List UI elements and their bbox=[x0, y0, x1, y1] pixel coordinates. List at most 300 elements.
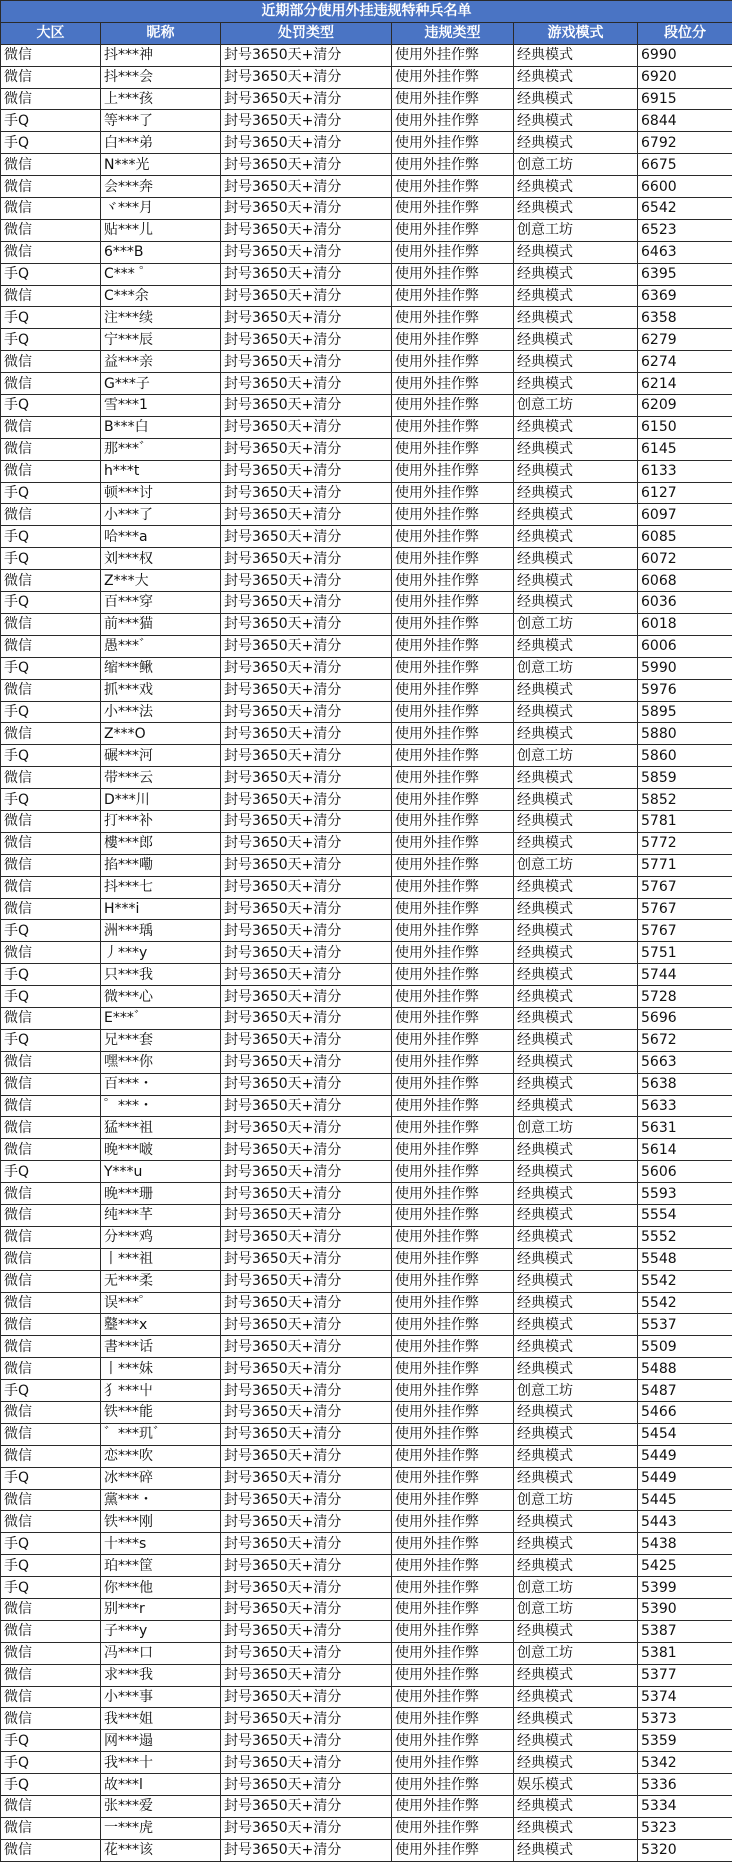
rank-score-cell: 5554 bbox=[638, 1204, 732, 1226]
nickname-cell: 求***我 bbox=[101, 1664, 221, 1686]
penalty-type-cell: 封号3650天+清分 bbox=[221, 613, 392, 635]
game-mode-cell: 经典模式 bbox=[514, 198, 638, 220]
table-row bbox=[1, 1380, 732, 1402]
violation-type-cell: 使用外挂作弊 bbox=[392, 1752, 514, 1774]
violation-type-cell: 使用外挂作弊 bbox=[392, 1577, 514, 1599]
penalty-type-cell: 封号3650天+清分 bbox=[221, 592, 392, 614]
rank-score-cell: 5852 bbox=[638, 789, 732, 811]
violation-type-cell: 使用外挂作弊 bbox=[392, 307, 514, 329]
region-cell: 微信 bbox=[1, 876, 101, 898]
table-row bbox=[1, 504, 732, 526]
violation-type-cell: 使用外挂作弊 bbox=[392, 1817, 514, 1839]
region-cell: 微信 bbox=[1, 635, 101, 657]
penalty-type-cell: 封号3650天+清分 bbox=[221, 1445, 392, 1467]
nickname-cell: 恋***吹 bbox=[101, 1445, 221, 1467]
region-cell: 微信 bbox=[1, 504, 101, 526]
nickname-cell: 百***穿 bbox=[101, 592, 221, 614]
rank-score-cell: 5399 bbox=[638, 1577, 732, 1599]
penalty-type-cell: 封号3650天+清分 bbox=[221, 219, 392, 241]
region-cell: 微信 bbox=[1, 1708, 101, 1730]
table-row bbox=[1, 898, 732, 920]
game-mode-cell: 经典模式 bbox=[514, 1402, 638, 1424]
rank-score-cell: 5990 bbox=[638, 657, 732, 679]
rank-score-cell: 6214 bbox=[638, 373, 732, 395]
nickname-cell: 那***゛ bbox=[101, 438, 221, 460]
region-cell: 手Q bbox=[1, 789, 101, 811]
table-row bbox=[1, 1708, 732, 1730]
game-mode-cell: 经典模式 bbox=[514, 176, 638, 198]
region-cell: 手Q bbox=[1, 329, 101, 351]
nickname-cell: 我***十 bbox=[101, 1752, 221, 1774]
nickname-cell: 前***猫 bbox=[101, 613, 221, 635]
violation-type-cell: 使用外挂作弊 bbox=[392, 789, 514, 811]
rank-score-cell: 5509 bbox=[638, 1336, 732, 1358]
nickname-cell: 丨***妹 bbox=[101, 1358, 221, 1380]
game-mode-cell: 经典模式 bbox=[514, 44, 638, 66]
rank-score-cell: 5633 bbox=[638, 1095, 732, 1117]
rank-score-cell: 5696 bbox=[638, 1007, 732, 1029]
penalty-type-cell: 封号3650天+清分 bbox=[221, 1270, 392, 1292]
penalty-type-cell: 封号3650天+清分 bbox=[221, 1533, 392, 1555]
violation-type-cell: 使用外挂作弊 bbox=[392, 1117, 514, 1139]
penalty-type-cell: 封号3650天+清分 bbox=[221, 66, 392, 88]
table-row bbox=[1, 88, 732, 110]
game-mode-cell: 经典模式 bbox=[514, 1292, 638, 1314]
nickname-cell: 纯***芊 bbox=[101, 1204, 221, 1226]
game-mode-cell: 经典模式 bbox=[514, 1358, 638, 1380]
game-mode-cell: 经典模式 bbox=[514, 416, 638, 438]
violation-type-cell: 使用外挂作弊 bbox=[392, 329, 514, 351]
penalty-type-cell: 封号3650天+清分 bbox=[221, 1577, 392, 1599]
nickname-cell: 我***姐 bbox=[101, 1708, 221, 1730]
nickname-cell: G***子 bbox=[101, 373, 221, 395]
nickname-cell: 小***了 bbox=[101, 504, 221, 526]
penalty-type-cell: 封号3650天+清分 bbox=[221, 1489, 392, 1511]
game-mode-cell: 经典模式 bbox=[514, 1708, 638, 1730]
table-title: 近期部分使用外挂违规特种兵名单 bbox=[1, 1, 732, 23]
header-violation-type: 违规类型 bbox=[392, 22, 514, 44]
game-mode-cell: 经典模式 bbox=[514, 570, 638, 592]
rank-score-cell: 6085 bbox=[638, 526, 732, 548]
violation-type-cell: 使用外挂作弊 bbox=[392, 898, 514, 920]
nickname-cell: 铁***能 bbox=[101, 1402, 221, 1424]
violation-type-cell: 使用外挂作弊 bbox=[392, 1336, 514, 1358]
game-mode-cell: 经典模式 bbox=[514, 942, 638, 964]
nickname-cell: 上***孩 bbox=[101, 88, 221, 110]
table-row bbox=[1, 329, 732, 351]
violation-type-cell: 使用外挂作弊 bbox=[392, 285, 514, 307]
table-row bbox=[1, 1139, 732, 1161]
table-row bbox=[1, 460, 732, 482]
region-cell: 手Q bbox=[1, 1730, 101, 1752]
region-cell: 微信 bbox=[1, 1183, 101, 1205]
table-row bbox=[1, 810, 732, 832]
nickname-cell: 张***爱 bbox=[101, 1796, 221, 1818]
table-row bbox=[1, 66, 732, 88]
penalty-type-cell: 封号3650天+清分 bbox=[221, 1314, 392, 1336]
violation-type-cell: 使用外挂作弊 bbox=[392, 1161, 514, 1183]
nickname-cell: 愚***゛ bbox=[101, 635, 221, 657]
table-row bbox=[1, 198, 732, 220]
nickname-cell: 犭***屮 bbox=[101, 1380, 221, 1402]
table-row bbox=[1, 1467, 732, 1489]
violation-type-cell: 使用外挂作弊 bbox=[392, 876, 514, 898]
table-row bbox=[1, 592, 732, 614]
nickname-cell: 兄***套 bbox=[101, 1029, 221, 1051]
violation-type-cell: 使用外挂作弊 bbox=[392, 1270, 514, 1292]
nickname-cell: 故***l bbox=[101, 1774, 221, 1796]
game-mode-cell: 经典模式 bbox=[514, 701, 638, 723]
penalty-type-cell: 封号3650天+清分 bbox=[221, 241, 392, 263]
region-cell: 微信 bbox=[1, 416, 101, 438]
penalty-type-cell: 封号3650天+清分 bbox=[221, 854, 392, 876]
violation-type-cell: 使用外挂作弊 bbox=[392, 176, 514, 198]
rank-score-cell: 6006 bbox=[638, 635, 732, 657]
violation-type-cell: 使用外挂作弊 bbox=[392, 1620, 514, 1642]
table-row bbox=[1, 1577, 732, 1599]
game-mode-cell: 经典模式 bbox=[514, 767, 638, 789]
game-mode-cell: 经典模式 bbox=[514, 1511, 638, 1533]
table-row bbox=[1, 263, 732, 285]
region-cell: 手Q bbox=[1, 1467, 101, 1489]
violation-type-cell: 使用外挂作弊 bbox=[392, 635, 514, 657]
region-cell: 微信 bbox=[1, 460, 101, 482]
nickname-cell: 刘***权 bbox=[101, 548, 221, 570]
nickname-cell: 注***续 bbox=[101, 307, 221, 329]
rank-score-cell: 5387 bbox=[638, 1620, 732, 1642]
game-mode-cell: 经典模式 bbox=[514, 1796, 638, 1818]
nickname-cell: h***t bbox=[101, 460, 221, 482]
region-cell: 微信 bbox=[1, 854, 101, 876]
violation-type-cell: 使用外挂作弊 bbox=[392, 263, 514, 285]
nickname-cell: 花***该 bbox=[101, 1839, 221, 1861]
game-mode-cell: 经典模式 bbox=[514, 351, 638, 373]
game-mode-cell: 经典模式 bbox=[514, 635, 638, 657]
table-row bbox=[1, 241, 732, 263]
violation-type-cell: 使用外挂作弊 bbox=[392, 373, 514, 395]
table-row bbox=[1, 1248, 732, 1270]
region-cell: 手Q bbox=[1, 1774, 101, 1796]
penalty-type-cell: 封号3650天+清分 bbox=[221, 1730, 392, 1752]
region-cell: 微信 bbox=[1, 679, 101, 701]
game-mode-cell: 经典模式 bbox=[514, 1183, 638, 1205]
nickname-cell: C*** ゜ bbox=[101, 263, 221, 285]
penalty-type-cell: 封号3650天+清分 bbox=[221, 1380, 392, 1402]
region-cell: 微信 bbox=[1, 1423, 101, 1445]
region-cell: 微信 bbox=[1, 942, 101, 964]
rank-score-cell: 5860 bbox=[638, 745, 732, 767]
penalty-type-cell: 封号3650天+清分 bbox=[221, 986, 392, 1008]
nickname-cell: Z***O bbox=[101, 723, 221, 745]
penalty-type-cell: 封号3650天+清分 bbox=[221, 329, 392, 351]
penalty-type-cell: 封号3650天+清分 bbox=[221, 1467, 392, 1489]
penalty-type-cell: 封号3650天+清分 bbox=[221, 1511, 392, 1533]
penalty-type-cell: 封号3650天+清分 bbox=[221, 1226, 392, 1248]
game-mode-cell: 经典模式 bbox=[514, 482, 638, 504]
region-cell: 手Q bbox=[1, 132, 101, 154]
game-mode-cell: 经典模式 bbox=[514, 1270, 638, 1292]
rank-score-cell: 5466 bbox=[638, 1402, 732, 1424]
game-mode-cell: 创意工坊 bbox=[514, 745, 638, 767]
rank-score-cell: 6150 bbox=[638, 416, 732, 438]
penalty-type-cell: 封号3650天+清分 bbox=[221, 438, 392, 460]
table-row bbox=[1, 1029, 732, 1051]
game-mode-cell: 经典模式 bbox=[514, 1161, 638, 1183]
region-cell: 微信 bbox=[1, 66, 101, 88]
game-mode-cell: 经典模式 bbox=[514, 1533, 638, 1555]
rank-score-cell: 5542 bbox=[638, 1270, 732, 1292]
penalty-type-cell: 封号3650天+清分 bbox=[221, 1817, 392, 1839]
table-row bbox=[1, 570, 732, 592]
region-cell: 手Q bbox=[1, 263, 101, 285]
violation-type-cell: 使用外挂作弊 bbox=[392, 438, 514, 460]
table-row bbox=[1, 1007, 732, 1029]
nickname-cell: 网***遢 bbox=[101, 1730, 221, 1752]
table-row bbox=[1, 1117, 732, 1139]
region-cell: 微信 bbox=[1, 1511, 101, 1533]
table-row bbox=[1, 1445, 732, 1467]
rank-score-cell: 5751 bbox=[638, 942, 732, 964]
penalty-type-cell: 封号3650天+清分 bbox=[221, 351, 392, 373]
rank-score-cell: 5638 bbox=[638, 1073, 732, 1095]
table-row bbox=[1, 1752, 732, 1774]
game-mode-cell: 创意工坊 bbox=[514, 219, 638, 241]
table-row bbox=[1, 701, 732, 723]
region-cell: 微信 bbox=[1, 810, 101, 832]
rank-score-cell: 5323 bbox=[638, 1817, 732, 1839]
region-cell: 微信 bbox=[1, 285, 101, 307]
table-row bbox=[1, 395, 732, 417]
game-mode-cell: 经典模式 bbox=[514, 241, 638, 263]
violation-type-cell: 使用外挂作弊 bbox=[392, 1467, 514, 1489]
game-mode-cell: 经典模式 bbox=[514, 132, 638, 154]
game-mode-cell: 经典模式 bbox=[514, 832, 638, 854]
game-mode-cell: 经典模式 bbox=[514, 810, 638, 832]
penalty-type-cell: 封号3650天+清分 bbox=[221, 154, 392, 176]
table-row bbox=[1, 438, 732, 460]
table-row bbox=[1, 1664, 732, 1686]
penalty-type-cell: 封号3650天+清分 bbox=[221, 88, 392, 110]
nickname-cell: ゛***玑゛ bbox=[101, 1423, 221, 1445]
game-mode-cell: 经典模式 bbox=[514, 1073, 638, 1095]
rank-score-cell: 5320 bbox=[638, 1839, 732, 1861]
rank-score-cell: 5744 bbox=[638, 964, 732, 986]
table-row bbox=[1, 1292, 732, 1314]
rank-score-cell: 6542 bbox=[638, 198, 732, 220]
penalty-type-cell: 封号3650天+清分 bbox=[221, 789, 392, 811]
region-cell: 手Q bbox=[1, 986, 101, 1008]
nickname-cell: Z***大 bbox=[101, 570, 221, 592]
game-mode-cell: 经典模式 bbox=[514, 789, 638, 811]
game-mode-cell: 创意工坊 bbox=[514, 1380, 638, 1402]
nickname-cell: 顿***讨 bbox=[101, 482, 221, 504]
violation-type-cell: 使用外挂作弊 bbox=[392, 1423, 514, 1445]
region-cell: 微信 bbox=[1, 1620, 101, 1642]
nickname-cell: 贴***儿 bbox=[101, 219, 221, 241]
region-cell: 手Q bbox=[1, 1555, 101, 1577]
penalty-type-cell: 封号3650天+清分 bbox=[221, 460, 392, 482]
game-mode-cell: 经典模式 bbox=[514, 1226, 638, 1248]
region-cell: 手Q bbox=[1, 395, 101, 417]
rank-score-cell: 5728 bbox=[638, 986, 732, 1008]
game-mode-cell: 经典模式 bbox=[514, 1817, 638, 1839]
rank-score-cell: 6145 bbox=[638, 438, 732, 460]
penalty-type-cell: 封号3650天+清分 bbox=[221, 285, 392, 307]
nickname-cell: 分***鸡 bbox=[101, 1226, 221, 1248]
violation-type-cell: 使用外挂作弊 bbox=[392, 1292, 514, 1314]
table-row bbox=[1, 154, 732, 176]
violation-type-cell: 使用外挂作弊 bbox=[392, 1774, 514, 1796]
nickname-cell: 6***B bbox=[101, 241, 221, 263]
nickname-cell: 抖***神 bbox=[101, 44, 221, 66]
penalty-type-cell: 封号3650天+清分 bbox=[221, 832, 392, 854]
rank-score-cell: 5767 bbox=[638, 876, 732, 898]
game-mode-cell: 经典模式 bbox=[514, 1839, 638, 1861]
violation-type-cell: 使用外挂作弊 bbox=[392, 482, 514, 504]
nickname-cell: 雪***1 bbox=[101, 395, 221, 417]
game-mode-cell: 经典模式 bbox=[514, 1555, 638, 1577]
game-mode-cell: 经典模式 bbox=[514, 1445, 638, 1467]
violation-type-cell: 使用外挂作弊 bbox=[392, 592, 514, 614]
table-row bbox=[1, 613, 732, 635]
game-mode-cell: 经典模式 bbox=[514, 263, 638, 285]
table-row bbox=[1, 548, 732, 570]
nickname-cell: 洲***瑀 bbox=[101, 920, 221, 942]
nickname-cell: 你***他 bbox=[101, 1577, 221, 1599]
nickname-cell: 子***y bbox=[101, 1620, 221, 1642]
region-cell: 微信 bbox=[1, 438, 101, 460]
rank-score-cell: 5342 bbox=[638, 1752, 732, 1774]
nickname-cell: 嘿***你 bbox=[101, 1051, 221, 1073]
penalty-type-cell: 封号3650天+清分 bbox=[221, 110, 392, 132]
region-cell: 手Q bbox=[1, 1752, 101, 1774]
table-row bbox=[1, 1402, 732, 1424]
nickname-cell: 小***事 bbox=[101, 1686, 221, 1708]
violation-type-cell: 使用外挂作弊 bbox=[392, 132, 514, 154]
penalty-type-cell: 封号3650天+清分 bbox=[221, 701, 392, 723]
region-cell: 手Q bbox=[1, 592, 101, 614]
penalty-type-cell: 封号3650天+清分 bbox=[221, 1029, 392, 1051]
region-cell: 手Q bbox=[1, 307, 101, 329]
violation-type-cell: 使用外挂作弊 bbox=[392, 351, 514, 373]
region-cell: 微信 bbox=[1, 1336, 101, 1358]
table-row bbox=[1, 723, 732, 745]
rank-score-cell: 5631 bbox=[638, 1117, 732, 1139]
table-row bbox=[1, 1314, 732, 1336]
header-nickname: 昵称 bbox=[101, 22, 221, 44]
rank-score-cell: 5336 bbox=[638, 1774, 732, 1796]
violation-type-cell: 使用外挂作弊 bbox=[392, 1095, 514, 1117]
violation-type-cell: 使用外挂作弊 bbox=[392, 1204, 514, 1226]
nickname-cell: 哈***a bbox=[101, 526, 221, 548]
penalty-type-cell: 封号3650天+清分 bbox=[221, 1423, 392, 1445]
region-cell: 手Q bbox=[1, 964, 101, 986]
penalty-type-cell: 封号3650天+清分 bbox=[221, 876, 392, 898]
region-cell: 微信 bbox=[1, 1292, 101, 1314]
violation-type-cell: 使用外挂作弊 bbox=[392, 1708, 514, 1730]
game-mode-cell: 经典模式 bbox=[514, 592, 638, 614]
game-mode-cell: 经典模式 bbox=[514, 1029, 638, 1051]
violation-type-cell: 使用外挂作弊 bbox=[392, 920, 514, 942]
game-mode-cell: 创意工坊 bbox=[514, 1599, 638, 1621]
game-mode-cell: 经典模式 bbox=[514, 1467, 638, 1489]
nickname-cell: Y***u bbox=[101, 1161, 221, 1183]
nickname-cell: 会***奔 bbox=[101, 176, 221, 198]
game-mode-cell: 经典模式 bbox=[514, 964, 638, 986]
violation-type-cell: 使用外挂作弊 bbox=[392, 1402, 514, 1424]
nickname-cell: 无***柔 bbox=[101, 1270, 221, 1292]
region-cell: 微信 bbox=[1, 1358, 101, 1380]
nickname-cell: 缩***鳅 bbox=[101, 657, 221, 679]
table-row bbox=[1, 1161, 732, 1183]
region-cell: 微信 bbox=[1, 1073, 101, 1095]
region-cell: 微信 bbox=[1, 1796, 101, 1818]
rank-score-cell: 5880 bbox=[638, 723, 732, 745]
region-cell: 微信 bbox=[1, 351, 101, 373]
nickname-cell: 黨***・ bbox=[101, 1489, 221, 1511]
nickname-cell: E***゛ bbox=[101, 1007, 221, 1029]
table-row bbox=[1, 920, 732, 942]
nickname-cell: C***余 bbox=[101, 285, 221, 307]
region-cell: 微信 bbox=[1, 832, 101, 854]
region-cell: 微信 bbox=[1, 88, 101, 110]
penalty-type-cell: 封号3650天+清分 bbox=[221, 1007, 392, 1029]
game-mode-cell: 创意工坊 bbox=[514, 854, 638, 876]
nickname-cell: 微***心 bbox=[101, 986, 221, 1008]
rank-score-cell: 5663 bbox=[638, 1051, 732, 1073]
nickname-cell: 猛***祖 bbox=[101, 1117, 221, 1139]
game-mode-cell: 经典模式 bbox=[514, 548, 638, 570]
rank-score-cell: 5443 bbox=[638, 1511, 732, 1533]
region-cell: 微信 bbox=[1, 176, 101, 198]
table-row bbox=[1, 416, 732, 438]
table-row bbox=[1, 657, 732, 679]
game-mode-cell: 经典模式 bbox=[514, 88, 638, 110]
nickname-cell: 只***我 bbox=[101, 964, 221, 986]
violation-type-cell: 使用外挂作弊 bbox=[392, 832, 514, 854]
nickname-cell: 冰***碎 bbox=[101, 1467, 221, 1489]
region-cell: 微信 bbox=[1, 1817, 101, 1839]
violation-type-cell: 使用外挂作弊 bbox=[392, 219, 514, 241]
rank-score-cell: 5548 bbox=[638, 1248, 732, 1270]
violation-type-cell: 使用外挂作弊 bbox=[392, 416, 514, 438]
game-mode-cell: 经典模式 bbox=[514, 1423, 638, 1445]
nickname-cell: 打***补 bbox=[101, 810, 221, 832]
penalty-type-cell: 封号3650天+清分 bbox=[221, 723, 392, 745]
penalty-type-cell: 封号3650天+清分 bbox=[221, 198, 392, 220]
rank-score-cell: 6036 bbox=[638, 592, 732, 614]
nickname-cell: N***光 bbox=[101, 154, 221, 176]
violation-type-cell: 使用外挂作弊 bbox=[392, 241, 514, 263]
violation-type-cell: 使用外挂作弊 bbox=[392, 1314, 514, 1336]
nickname-cell: 掐***嘞 bbox=[101, 854, 221, 876]
nickname-cell: 宁***辰 bbox=[101, 329, 221, 351]
rank-score-cell: 5381 bbox=[638, 1642, 732, 1664]
violation-type-cell: 使用外挂作弊 bbox=[392, 1730, 514, 1752]
violation-type-cell: 使用外挂作弊 bbox=[392, 1358, 514, 1380]
nickname-cell: 抖***会 bbox=[101, 66, 221, 88]
rank-score-cell: 5373 bbox=[638, 1708, 732, 1730]
region-cell: 微信 bbox=[1, 198, 101, 220]
region-cell: 微信 bbox=[1, 1664, 101, 1686]
violation-type-cell: 使用外挂作弊 bbox=[392, 1555, 514, 1577]
game-mode-cell: 经典模式 bbox=[514, 460, 638, 482]
game-mode-cell: 经典模式 bbox=[514, 1007, 638, 1029]
region-cell: 微信 bbox=[1, 1489, 101, 1511]
violation-type-cell: 使用外挂作弊 bbox=[392, 1029, 514, 1051]
game-mode-cell: 经典模式 bbox=[514, 1752, 638, 1774]
violation-type-cell: 使用外挂作弊 bbox=[392, 1511, 514, 1533]
